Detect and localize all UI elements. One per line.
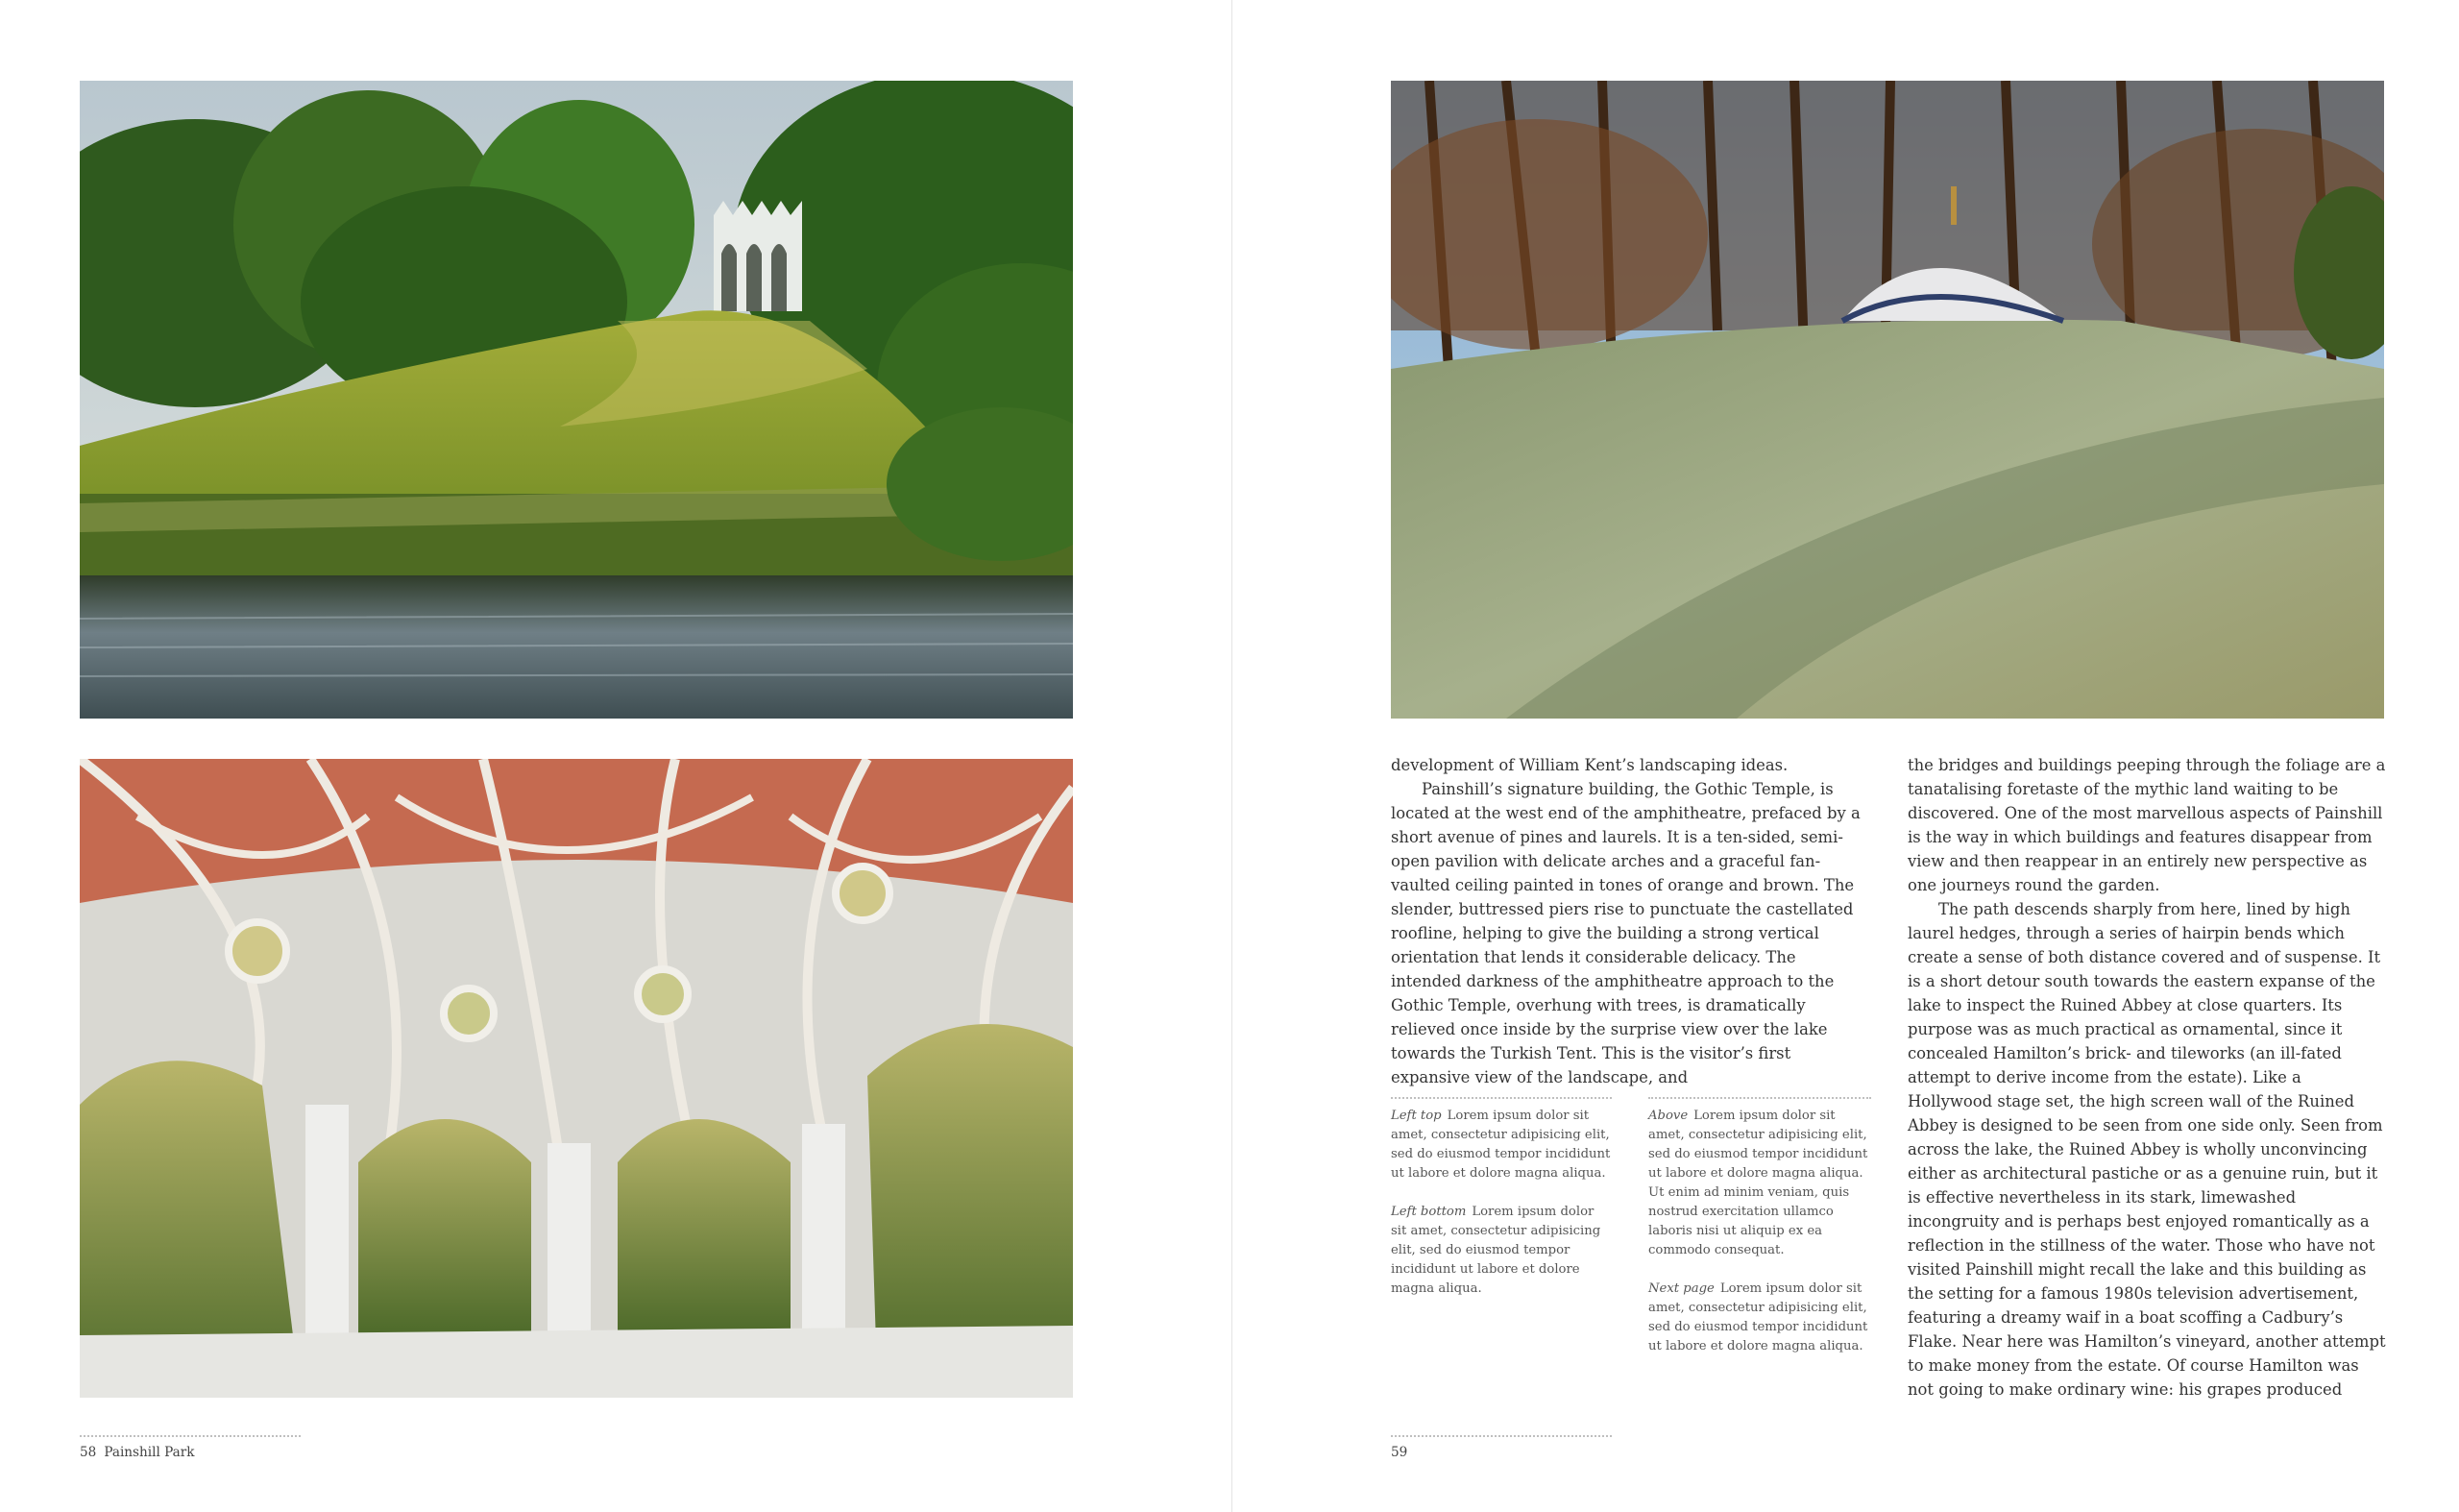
page-gutter (1231, 0, 1232, 1512)
footer-divider (1391, 1435, 1612, 1437)
caption-left-bottom (1391, 1203, 1612, 1299)
caption-label: Above (1648, 1109, 1689, 1123)
page-number: 59 (1391, 1445, 1408, 1460)
right-page-footer (1391, 1435, 1612, 1460)
body-paragraph: Painshill’s signature building, the Gothic Temple, is located at the west end of the amphitheatre, prefaced by a short avenue of pines and laurels. It is a ten-sided, semi-open pavilion with delicate arches and a graceful fan-vaulted ceiling painted in tones of orange and brown. The slender, buttressed piers rise to punctuate the castellated roofline, helping to give the building a strong vertical orientation that lends it considerable delicacy. The intended darkness of the amphitheatre approach to the Gothic Temple, overhung with trees, is dramatically relieved once inside by the surprise view over the lake towards the Turkish Tent. This is the visitor’s first expansive view of the landscape, and (1391, 780, 1861, 1086)
caption-divider (1391, 1097, 1612, 1099)
caption-next-page (1648, 1280, 1871, 1356)
turkish-tent-frosty-hill-photo (1391, 81, 2384, 719)
caption-text: Lorem ipsum dolor sit amet, consectetur adipisicing elit, sed do eiusmod tempor incididunt ut labore et dolore magna aliqua. (1391, 1109, 1611, 1181)
left-page-footer (80, 1435, 301, 1460)
body-paragraph: the bridges and buildings peeping through the foliage are a tanatalising foretaste of the mythic land waiting to be discovered. One of the most marvellous aspects of Painshill is the way in which buildings and features disappear from view and then reappear in an entirely new perspective as one journeys round the garden. (1908, 756, 2386, 894)
captions-column-right (1648, 1097, 1871, 1376)
running-title: Painshill Park (104, 1445, 195, 1460)
body-paragraph: The path descends sharply from here, lined by high laurel hedges, through a series of hairpin bends which create a sense of both distance covered and of suspense. It is a short detour south towards the eastern expanse of the lake to inspect the Ruined Abbey at close quarters. Its purpose was as much practical as ornamental, since it concealed Hamilton’s brick- and tileworks (an ill-fated attempt to derive income from the estate). Like a Hollywood stage set, the high screen wall of the Ruined Abbey is designed to be seen from one side only. Seen from across the lake, the Ruined Abbey is wholly unconvincing either as architectural pastiche or as a genuine ruin, but it is effective nevertheless in its stark, limewashed incongruity and is perhaps best enjoyed romantically as a reflection in the stillness of the water. Those who have not visited Painshill might recall the lake and this building as the setting for a famous 1980s television advertisement, featuring a dreamy waif in a boat scoffing a Cadbury’s Flake. Near here was Hamilton’s vineyard, another attempt to make money from the estate. Of course Hamilton was not going to make ordinary wine: his grapes produced (1908, 900, 2386, 1399)
body-text-column-2 (1908, 753, 2388, 1402)
caption-divider (1648, 1097, 1871, 1099)
caption-label: Next page (1648, 1281, 1715, 1296)
caption-text: Lorem ipsum dolor sit amet, consectetur adipisicing elit, sed do eiusmod tempor incididunt ut labore et dolore magna aliqua. (1391, 1205, 1601, 1296)
body-paragraph: development of William Kent’s landscaping ideas. (1391, 756, 1789, 774)
caption-label: Left top (1391, 1109, 1442, 1123)
gothic-temple-hillside-photo (80, 81, 1073, 719)
captions-column-left (1391, 1097, 1612, 1318)
footer-divider (80, 1435, 301, 1437)
caption-above (1648, 1107, 1871, 1260)
page-number: 58 (80, 1445, 97, 1460)
caption-text: Lorem ipsum dolor sit amet, consectetur adipisicing elit, sed do eiusmod tempor incididunt ut labore et dolore magna aliqua. Ut enim ad minim veniam, quis nostrud exercitation ullamco laboris nisi ut aliquip ex ea commodo consequat. (1648, 1109, 1868, 1257)
caption-label: Left bottom (1391, 1205, 1467, 1219)
caption-text: Lorem ipsum dolor sit amet, consectetur adipisicing elit, sed do eiusmod tempor incididunt ut labore et dolore magna aliqua. (1648, 1281, 1868, 1353)
fan-vaulted-ceiling-interior-photo (80, 759, 1073, 1398)
body-text-column-1 (1391, 753, 1871, 1089)
caption-left-top (1391, 1107, 1612, 1183)
